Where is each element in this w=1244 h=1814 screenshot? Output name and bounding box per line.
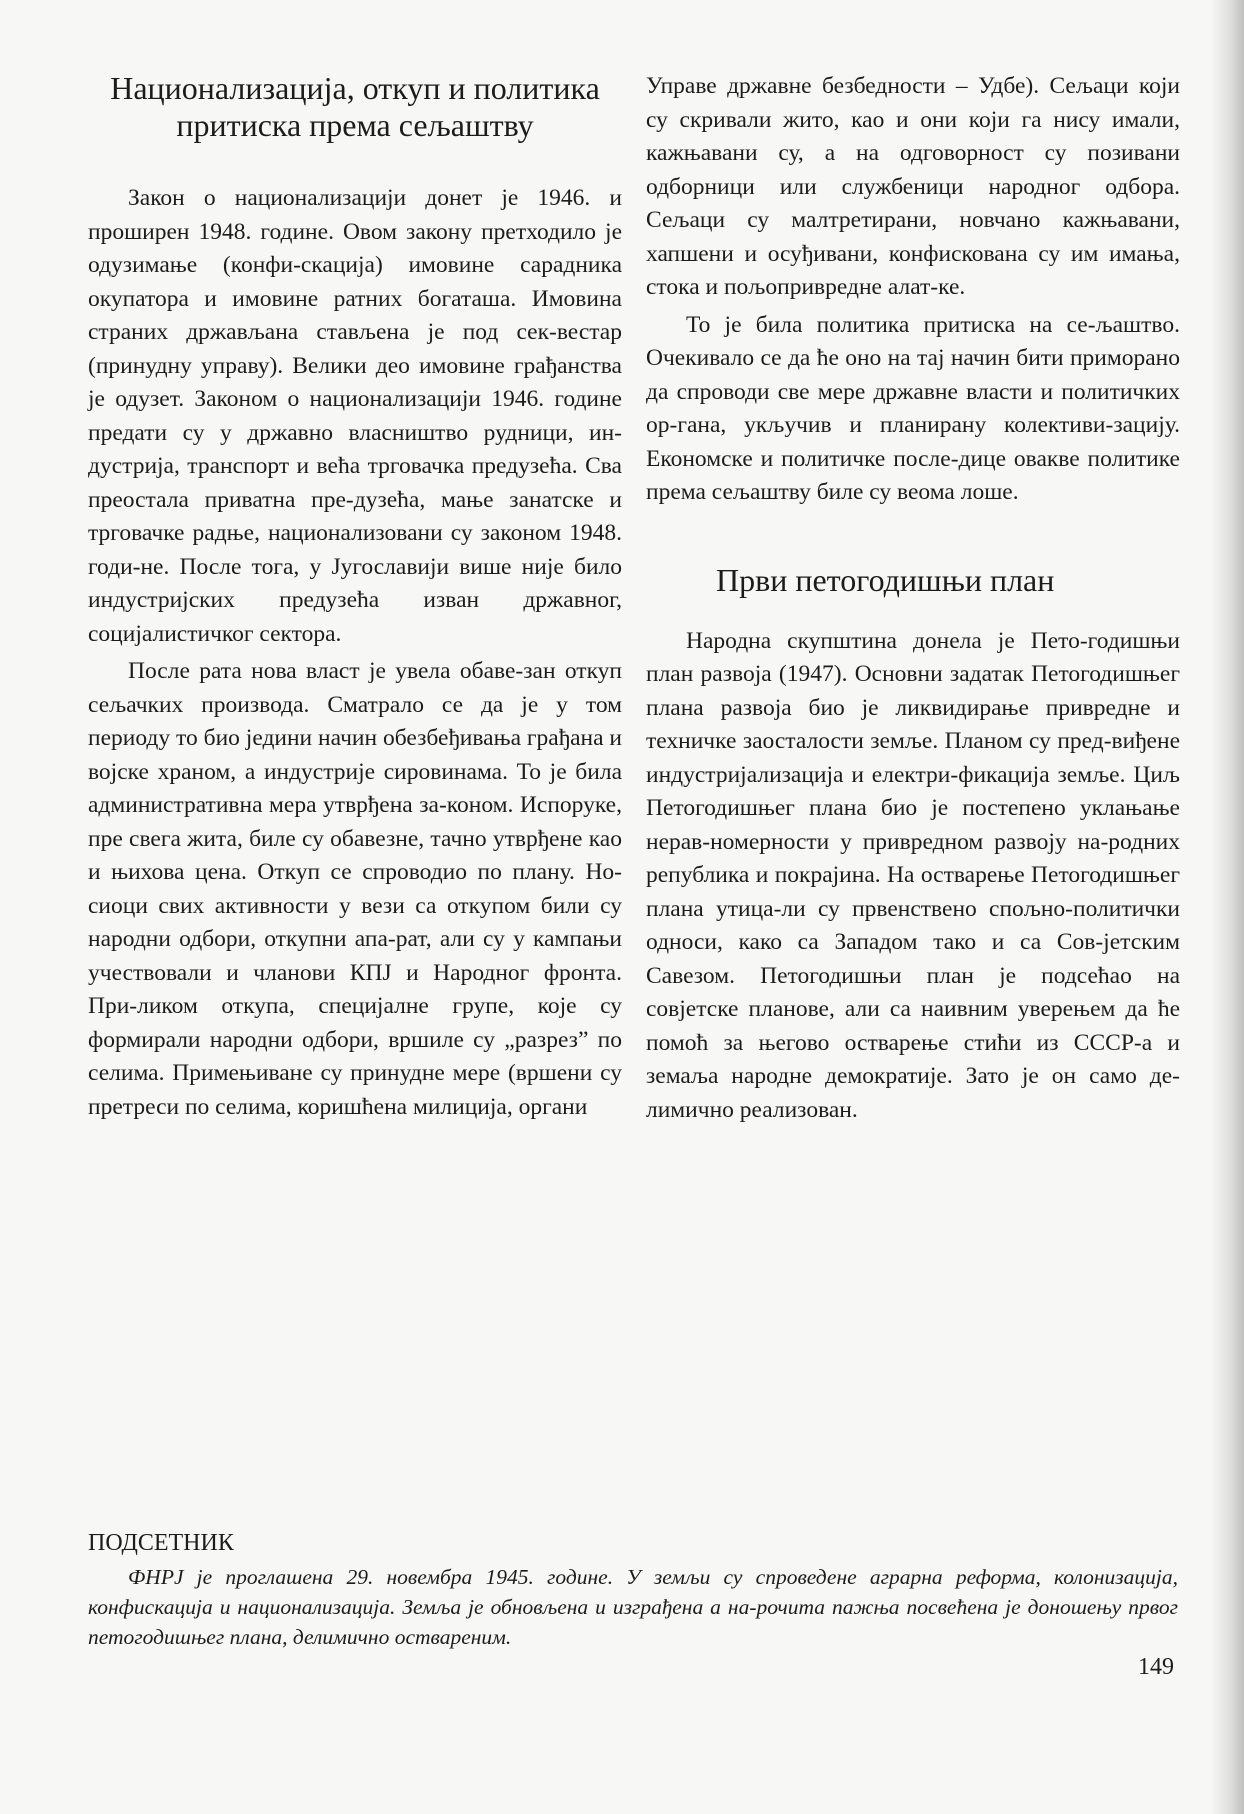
section-title-nationalization: Национализација, откуп и политика притиска према сељаштву [110, 70, 600, 143]
right-column [646, 70, 1180, 1127]
paragraph-continuation: Управе државне безбедности – Удбе). Сељаци који су скривали жито, као и они који га нису имали, кажњавани су, а на одговорност су позивани одборници или службеници народног одбора. Сељаци су малтретирани, новчано кажњавани, хапшени и осуђивани, конфискована су им имања, стока и пољопривредне алат-ке. [646, 73, 1180, 300]
paragraph: Закон о национализацији донет је 1946. и проширен 1948. године. Овом закону претходило је одузимање (конфи-скација) имовине сарадника окупатора и имовине ратних богаташа. Имовина страних држављана стављена је под сек-вестар (принудну управу). Велики део имовине грађанства је одузет. Законом о национализацији 1946. године предати су у државно власништво рудници, ин-дустрија, транспорт и већа трговачка предузећа. Сва преостала приватна пре-дузећа, мање занатске и трговачке радње, национализовани су законом 1948. годи-не. После тога, у Југославији више није било индустријских предузећа изван државног, социјалистичког сектора. [88, 185, 622, 647]
page-number: 149 [1138, 1654, 1174, 1680]
reminder-box [88, 1528, 1178, 1652]
paragraph: После рата нова власт је увела обаве-зан откуп сељачких производа. Сматрало се да је у том периоду то био једини начин обезбеђивања грађана и војске храном, а индустрије сировинама. То је била административна мера утврђена за-коном. Испоруке, пре свега жита, биле су обавезне, тачно утврђене као и њихова цена. Откуп се спроводио по плану. Но-сиоци свих активности у вези са откупом били су народни одбори, откупни апа-рат, али су у кампањи учествовали и чланови КПЈ и Народног фронта. При-ликом откупа, специјалне групе, које су формирали народни одбори, вршиле су „разрез” по селима. Примењиване су принудне мере (вршени су претреси по селима, коришћена милиција, органи [88, 658, 622, 1120]
reminder-title: ПОДСЕТНИК [88, 1530, 234, 1556]
left-column [88, 70, 622, 1124]
section-title-five-year-plan: Први петогодишњи план [716, 561, 1055, 598]
paragraph: Народна скупштина донела је Пето-годишњи план развоја (1947). Основни задатак Петогодишњег плана развоја био је ликвидирање привредне и техничке заосталости земље. Планом су пред-виђене индустријализација и електри-фикација земље. Циљ Петогодишњег плана био је постепено уклањање нерав-номерности у привредном развоју на-родних република и покрајина. На остварење Петогодишњег плана утица-ли су првенствено спољно-политички односи, како са Западом тако и са Сов-јетским Савезом. Петогодишњи план је подсећао на совјетске планове, али са наивним уверењем да ће помоћ за његово остварење стићи из СССР-а и земаља народне демократије. Зато је он само де-лимично реализован. [646, 627, 1180, 1123]
reminder-text: ФНРЈ је проглашена 29. новембра 1945. године. У земљи су спроведене аграрна реформа, колонизација, конфискација и национализација. Земља је обновљена и изграђена а на-рочита пажња посвећена је доношењу првог петогодишњег плана, делимично оствареним. [88, 1565, 1178, 1649]
page-edge-shadow [1210, 0, 1244, 1814]
paragraph: То је била политика притиска на се-љаштво. Очекивало се да ће оно на тај начин бити приморано да спроводи све мере државне власти и политичких ор-гана, укључив и планирану колективи-зацију. Економске и политичке после-дице овакве политике према сељаштву биле су веома лоше. [646, 311, 1180, 505]
